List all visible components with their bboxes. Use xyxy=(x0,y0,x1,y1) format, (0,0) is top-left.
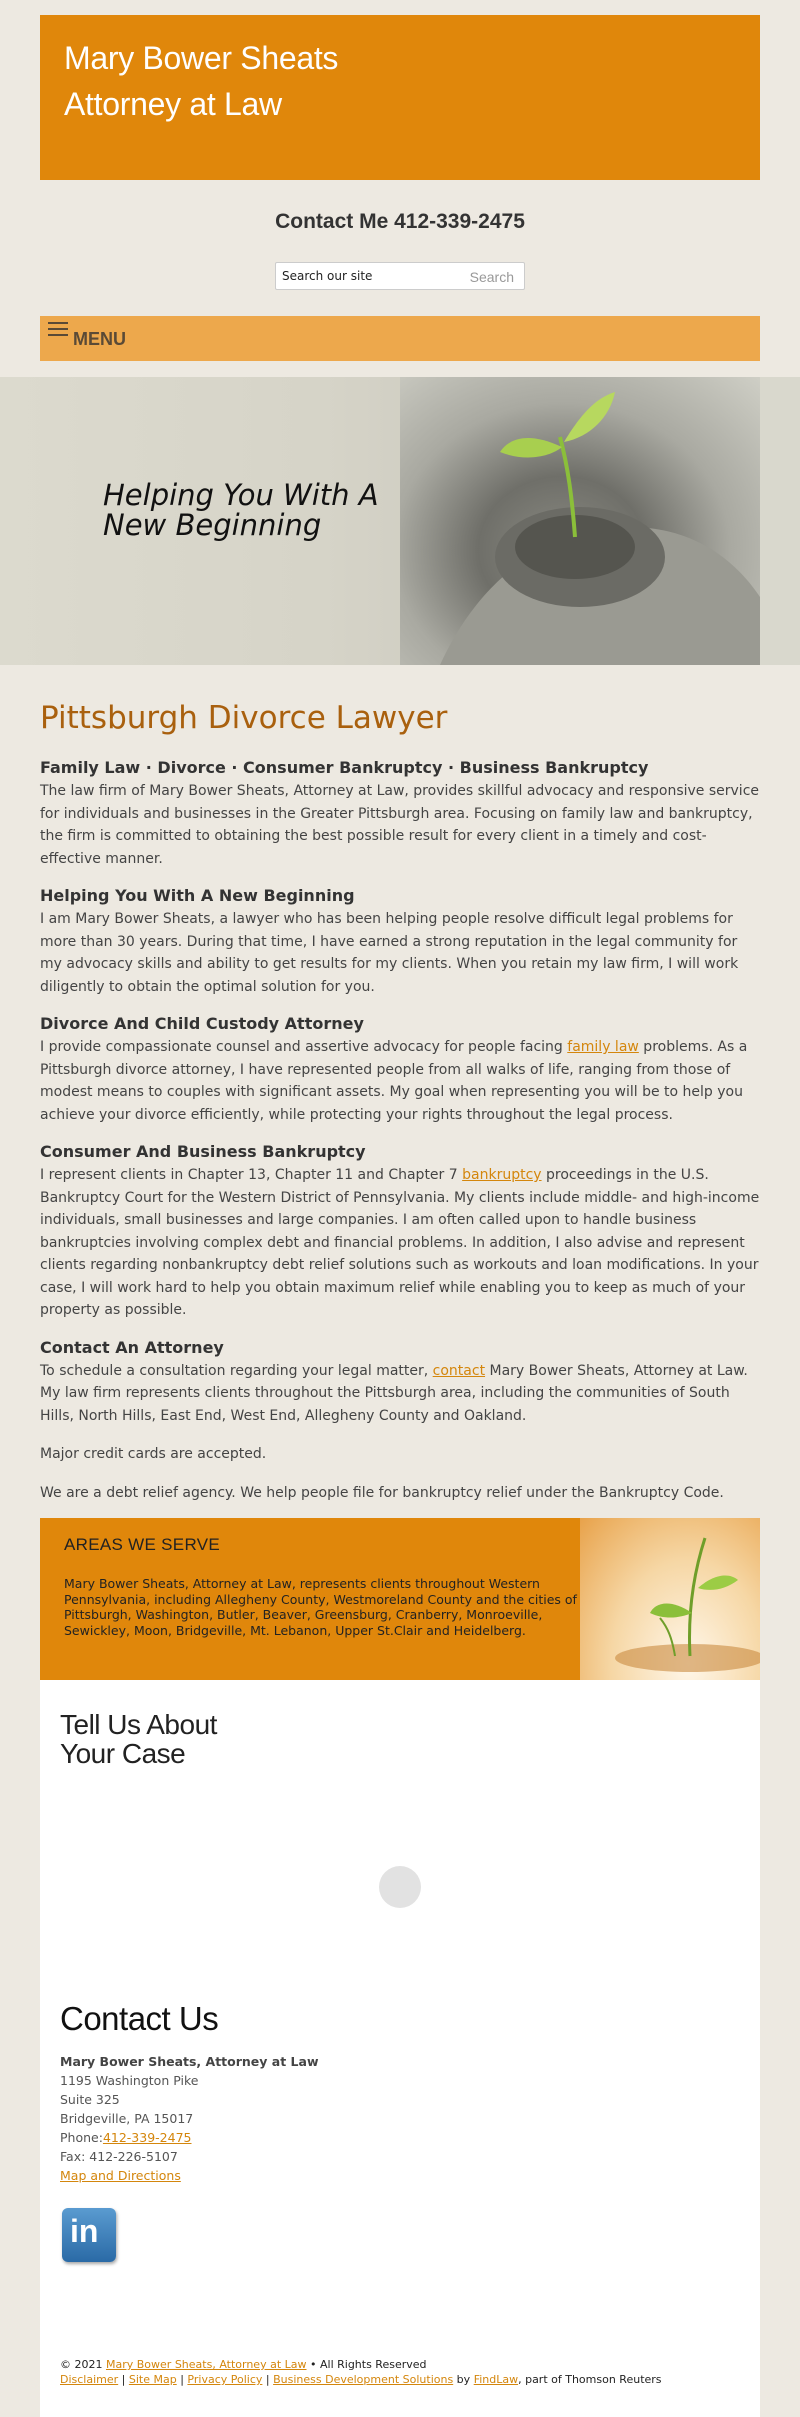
hands-sprout-image xyxy=(400,377,760,665)
section-heading: Consumer And Business Bankruptcy xyxy=(40,1142,366,1161)
contact-phone-heading: Contact Me 412-339-2475 xyxy=(275,210,525,233)
page-title: Pittsburgh Divorce Lawyer xyxy=(40,700,448,736)
hero-tagline xyxy=(103,480,379,540)
contact-title: Contact Us xyxy=(60,2000,219,2037)
hero-right-strip xyxy=(760,377,800,665)
search-button[interactable]: Search xyxy=(469,269,514,285)
section-body: The law firm of Mary Bower Sheats, Attorney at Law, provides skillful advocacy and responsive service for individuals and businesses in the Greater Pittsburgh area. Focusing on family law and bankruptcy, the firm is committed to obtaining the best possible result for every client in a timely and cost-effective manner. xyxy=(40,783,760,867)
loading-spinner-icon xyxy=(379,1866,421,1908)
hero-banner xyxy=(0,377,800,665)
address-line1: 1195 Washington Pike xyxy=(60,2073,199,2088)
contact-info xyxy=(60,2052,319,2185)
section-heading: Helping You With A New Beginning xyxy=(40,886,355,905)
section-text: proceedings in the U.S. Bankruptcy Court for the Western District of Pennsylvania. My clients include middle- and high-income individuals, small businesses and large companies. I am often called upon to handle business bankruptcies involving complex debt and financial problems. In addition, I also advise and represent clients regarding nonbankruptcy debt relief solutions such as workouts and loan modifications. In your case, I will work hard to help you obtain maximum relief while enabling you to keep as much of your property as possible. xyxy=(40,1167,760,1318)
copyright-prefix: © 2021 xyxy=(60,2358,106,2371)
site-header xyxy=(40,15,760,180)
section-practice-areas xyxy=(40,758,760,870)
areas-text: Mary Bower Sheats, Attorney at Law, represents clients throughout Western Pennsylvania, including Allegheny County, Westmoreland County and the cities of Pittsburgh, Washington, Butler, Beaver, Greensburg, Cranberry, Monroeville, Sewickley, Moon, Bridgeville, Mt. Lebanon, Upper St.Clair and Heidelberg. xyxy=(64,1576,577,1638)
section-heading: Family Law · Divorce · Consumer Bankruptcy · Business Bankruptcy xyxy=(40,758,649,777)
section-body xyxy=(40,1360,760,1428)
footer-suffix: , part of Thomson Reuters xyxy=(518,2373,662,2386)
menu-bar[interactable] xyxy=(40,316,760,361)
section-heading: Divorce And Child Custody Attorney xyxy=(40,1014,364,1033)
menu-label[interactable]: MENU xyxy=(73,329,126,349)
section-text: problems. As a Pittsburgh divorce attorney, I have represented people from all walks of life, ranging from those of modest means to couples with significant assets. My goal when representing you will be to help you achieve your divorce efficiently, while protecting your rights throughout the legal process. xyxy=(40,1039,748,1123)
main-content xyxy=(40,700,760,1520)
phone-link[interactable]: 412-339-2475 xyxy=(102,2130,192,2145)
section-new-beginning xyxy=(40,886,760,998)
privacy-policy-link[interactable]: Privacy Policy xyxy=(187,2373,263,2386)
firm-name: Mary Bower Sheats, Attorney at Law xyxy=(60,2054,319,2069)
section-body xyxy=(40,1164,760,1322)
business-development-link[interactable]: Business Development Solutions xyxy=(273,2373,454,2386)
credit-cards-note: Major credit cards are accepted. xyxy=(40,1446,267,1462)
form-title-line2: Your Case xyxy=(60,1738,186,1769)
search-input[interactable] xyxy=(276,263,446,289)
section-heading: Contact An Attorney xyxy=(40,1337,224,1357)
address-line2: Suite 325 xyxy=(60,2092,120,2107)
findlaw-link[interactable]: FindLaw xyxy=(473,2373,519,2386)
form-title xyxy=(60,1710,217,1768)
section-text: I represent clients in Chapter 13, Chapter 11 and Chapter 7 xyxy=(40,1167,463,1183)
case-form-card xyxy=(40,1680,760,1980)
copyright-line xyxy=(60,2357,662,2372)
copyright-firm-link[interactable]: Mary Bower Sheats, Attorney at Law xyxy=(106,2358,307,2371)
search-box xyxy=(275,262,525,290)
areas-we-serve-panel xyxy=(40,1518,760,1680)
site-map-link[interactable]: Site Map xyxy=(128,2373,177,2386)
family-law-link[interactable]: family law xyxy=(567,1039,639,1055)
form-title-line1: Tell Us About xyxy=(60,1709,217,1740)
address-city: Bridgeville, PA 15017 xyxy=(60,2111,194,2126)
section-text: I provide compassionate counsel and assertive advocacy for people facing xyxy=(40,1039,568,1055)
linkedin-icon[interactable] xyxy=(62,2208,116,2262)
contact-link[interactable]: contact xyxy=(432,1362,486,1379)
hamburger-icon[interactable] xyxy=(48,322,68,336)
section-divorce-custody xyxy=(40,1014,760,1126)
site-footer xyxy=(60,2357,662,2387)
debt-relief-note: We are a debt relief agency. We help people file for bankruptcy relief under the Bankruptcy Code. xyxy=(40,1484,724,1501)
section-bankruptcy xyxy=(40,1142,760,1322)
phone-row xyxy=(60,2128,319,2147)
site-title-line2[interactable]: Attorney at Law xyxy=(64,86,282,122)
sprout-image xyxy=(580,1518,760,1680)
section-text: To schedule a consultation regarding your legal matter, xyxy=(40,1362,433,1379)
linkedin-glyph: in xyxy=(70,2213,99,2249)
section-contact-attorney xyxy=(40,1338,760,1428)
disclaimer-link[interactable]: Disclaimer xyxy=(60,2373,119,2386)
fax: Fax: 412-226-5107 xyxy=(60,2149,178,2164)
hero-tagline-line2: New Beginning xyxy=(103,508,322,542)
footer-links: Disclaimer | Site Map | Privacy Policy | Business Development Solutions by FindLaw, part of Thomson Reuters xyxy=(60,2373,662,2386)
areas-title: AREAS WE SERVE xyxy=(64,1535,220,1554)
contact-card xyxy=(40,1980,760,2417)
hero-tagline-line1: Helping You With A xyxy=(103,478,379,512)
section-text: Mary Bower Sheats, Attorney at Law. My law firm represents clients throughout the Pittsburgh area, including the communities of South Hills, North Hills, East End, West End, Allegheny County and Oakland. xyxy=(40,1362,748,1424)
copyright-suffix: • All Rights Reserved xyxy=(306,2358,427,2371)
footer-by: by xyxy=(453,2373,474,2386)
site-title-line1[interactable]: Mary Bower Sheats xyxy=(64,40,339,76)
section-body: I am Mary Bower Sheats, a lawyer who has been helping people resolve difficult legal problems for more than 30 years. During that time, I have earned a strong reputation in the legal community for my advocacy skills and ability to get results for my clients. When you retain my law firm, I will work diligently to obtain the optimal solution for you. xyxy=(40,911,739,995)
map-directions-link[interactable]: Map and Directions xyxy=(60,2168,181,2183)
bankruptcy-link[interactable]: bankruptcy xyxy=(462,1167,542,1183)
section-body xyxy=(40,1036,760,1126)
phone-label: Phone: xyxy=(60,2130,103,2145)
